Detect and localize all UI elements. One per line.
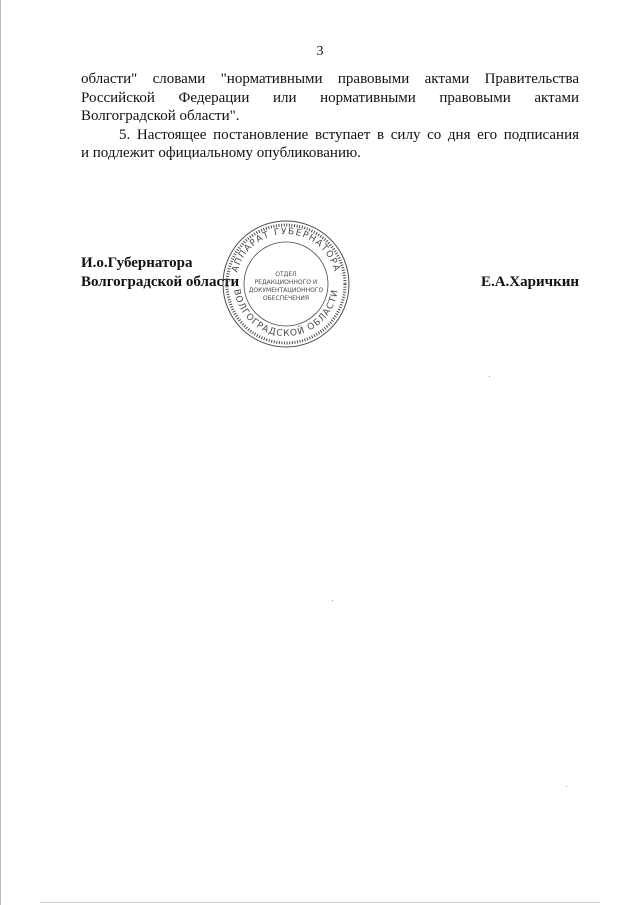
scan-speck — [566, 786, 567, 787]
official-stamp — [220, 218, 352, 350]
signatory-title-line: И.о.Губернатора — [81, 255, 193, 271]
paragraph-line: и подлежит официальному опубликованию. — [81, 145, 361, 161]
stamp-center-line: ОБЕСПЕЧЕНИЯ — [262, 295, 310, 302]
paragraph-line: Волгоградской области". — [81, 108, 240, 124]
paragraph-line: 5. Настоящее постановление вступает в силу со дня его подписания — [119, 126, 579, 143]
stamp-center-line: ОТДЕЛ — [275, 271, 297, 278]
page-number: 3 — [316, 44, 324, 59]
paragraph-line: Российской Федерации или нормативными правовыми актами — [81, 89, 579, 106]
scan-speck — [332, 600, 333, 601]
stamp-center-line: РЕДАКЦИОННОГО И — [254, 279, 318, 286]
scan-edge-bottom — [40, 902, 600, 903]
stamp-center-line: ДОКУМЕНТАЦИОННОГО — [248, 287, 324, 294]
signatory-name: Е.А.Харичкин — [480, 274, 579, 290]
body-text — [81, 70, 579, 163]
scan-speck — [489, 376, 490, 377]
signatory-title-line: Волгоградской области — [81, 274, 240, 290]
stamp-ring-text-bottom: ВОЛГОГРАДСКОЙ ОБЛАСТИ — [231, 288, 341, 340]
paragraph-line: области" словами "нормативными правовыми актами Правительства — [81, 71, 579, 87]
stamp-ring-text-top: АППАРАТ ГУБЕРНАТОРА — [230, 226, 342, 274]
scan-edge-left — [0, 0, 1, 905]
signatory-title — [81, 254, 239, 292]
